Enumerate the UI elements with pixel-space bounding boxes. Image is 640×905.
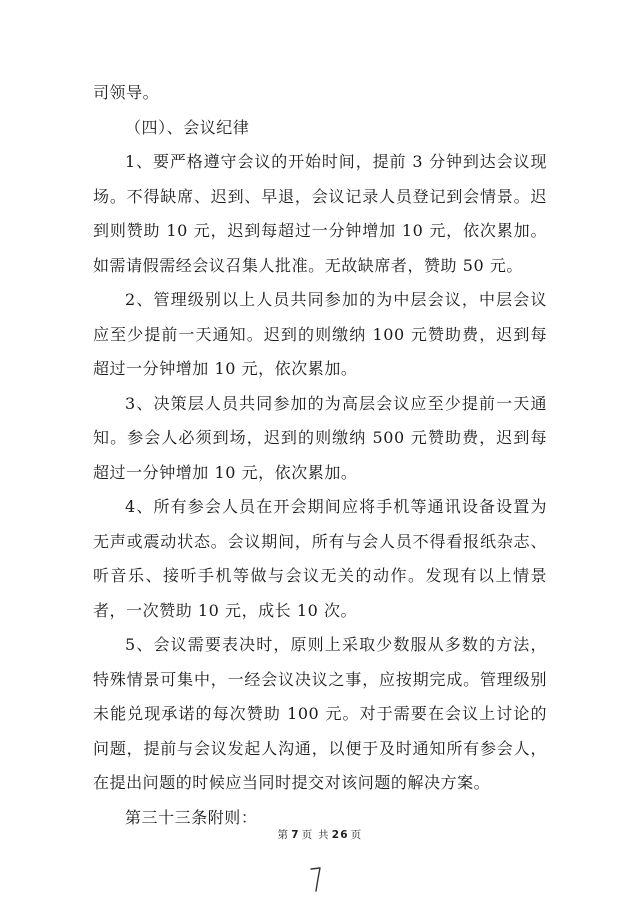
paragraph-rule-5: 5、会议需要表决时，原则上采取少数服从多数的方法，特殊情景可集中，一经会议决议之事，应按期完成。管理级别未能兑现承诺的每次赞助 100 元。对于需要在会议上讨论的问题，提前与会议发起人沟通，以便于及时通知所有参会人，在提出问题的时候应当同时提交对该问题的解决方案。 [93,635,547,792]
paragraph-continuation: 司领导。 [93,83,160,102]
paragraph-rule-1: 1、要严格遵守会议的开始时间，提前 3 分钟到达会议现场。不得缺席、迟到、早退，会议记录人员登记到会情景。迟到则赞助 10 元，迟到每超过一分钟增加 10 元，依次累加。如需请假需经会议召集人批准。无故缺席者，赞助 50 元。 [93,152,547,275]
paragraph-rule-2: 2、管理级别以上人员共同参加的为中层会议，中层会议应至少提前一天通知。迟到的则缴纳 100 元赞助费，迟到每超过一分钟增加 10 元，依次累加。 [93,290,547,378]
footer-middle: 页 共 [301,829,330,841]
footer-suffix: 页 [350,829,363,841]
handwritten-page-number [306,864,326,894]
footer-total-pages: 26 [331,829,349,841]
section-heading-meeting-discipline: （四）、会议纪律 [125,117,250,137]
footer-current-page: 7 [291,829,300,841]
footer-prefix: 第 [277,829,290,841]
document-body [93,76,547,835]
page-footer [0,827,640,842]
article-33-heading: 第三十三条附则： [125,807,258,827]
paragraph-rule-3: 3、决策层人员共同参加的为高层会议应至少提前一天通知。参会人必须到场，迟到的则缴纳 500 元赞助费，迟到每超过一分钟增加 10 元，依次累加。 [93,393,547,482]
paragraph-rule-4: 4、所有参会人员在开会期间应将手机等通讯设备设置为无声或震动状态。会议期间，所有与会人员不得看报纸杂志、听音乐、接听手机等做与会议无关的动作。发现有以上情景者，一次赞助 10 元，成长 10 次。 [93,497,547,620]
